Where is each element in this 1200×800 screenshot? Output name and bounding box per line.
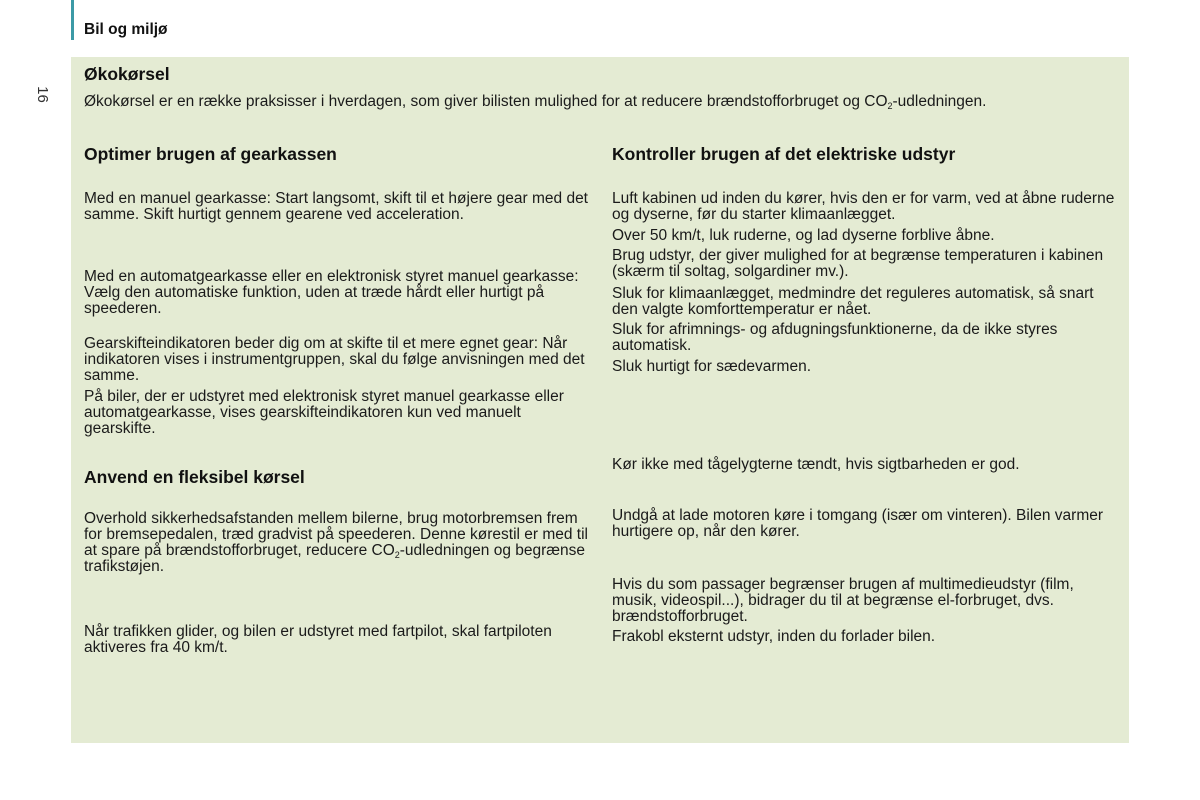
paragraph-elec-seat-heat: Sluk hurtigt for sædevarmen. xyxy=(612,358,812,375)
header-accent-bar xyxy=(71,0,74,40)
flex-distance-subscript: 2 xyxy=(394,550,400,560)
paragraph-elec-equipment: Brug udstyr, der giver mulighed for at begrænse temperaturen i kabinen (skærm til soltag, solgardiner mv.). xyxy=(612,247,1104,280)
intro-text-end: -udledningen. xyxy=(892,93,987,110)
paragraph-multimedia: Hvis du som passager begrænser brugen af multimedieudstyr (film, musik, videospil...), bidrager du til at begrænse el-forbruget, dvs. brændstofforbruget. xyxy=(612,576,1074,625)
section-header: Bil og miljø xyxy=(84,21,168,38)
paragraph-gear-automatic: Med en automatgearkasse eller en elektronisk styret manuel gearkasse: Vælg den automatiske funktion, uden at træde hårdt eller hurtigt på speederen. xyxy=(84,268,579,317)
intro-text: Økokørsel er en række praksisser i hverdagen, som giver bilisten mulighed for at reducere brændstofforbruget og CO xyxy=(84,93,888,110)
heading-electrical: Kontroller brugen af det elektriske udstyr xyxy=(612,144,956,164)
paragraph-elec-ventilate: Luft kabinen ud inden du kører, hvis den er for varm, ved at åbne ruderne og dyserne, før du starter klimaanlægget. xyxy=(612,190,1115,223)
paragraph-gear-manual: Med en manuel gearkasse: Start langsomt, skift til et højere gear med det samme. Skift hurtigt gennem gearene ved acceleration. xyxy=(84,190,588,223)
heading-flexible-driving: Anvend en fleksibel kørsel xyxy=(84,467,305,487)
intro-paragraph xyxy=(84,94,1114,110)
paragraph-flex-distance xyxy=(84,511,594,575)
flex-distance-text-end: -udledningen og begrænse trafikstøjen. xyxy=(84,542,586,575)
paragraph-flex-cruise: Når trafikken glider, og bilen er udstyret med fartpilot, skal fartpiloten aktiveres fra 40 km/t. xyxy=(84,623,552,656)
paragraph-gear-indicator-note: På biler, der er udstyret med elektronisk styret manuel gearkasse eller automatgearkasse, vises gearskifteindikatoren kun ved manuelt gearskifte. xyxy=(84,388,564,437)
heading-gearbox: Optimer brugen af gearkassen xyxy=(84,144,337,164)
paragraph-disconnect: Frakobl eksternt udstyr, inden du forlader bilen. xyxy=(612,628,936,645)
eco-driving-panel xyxy=(71,57,1129,743)
paragraph-idle: Undgå at lade motoren køre i tomgang (især om vinteren). Bilen varmer hurtigere op, når den kører. xyxy=(612,507,1104,540)
page-number: 16 xyxy=(33,86,51,103)
intro-subscript: 2 xyxy=(887,101,893,111)
paragraph-elec-defrost: Sluk for afrimnings- og afdugningsfunktionerne, da de ikke styres automatisk. xyxy=(612,321,1058,354)
paragraph-gear-indicator: Gearskifteindikatoren beder dig om at skifte til et mere egnet gear: Når indikatoren vises i instrumentgruppen, skal du følge anvisningen med det samme. xyxy=(84,335,585,384)
paragraph-elec-ac-off: Sluk for klimaanlægget, medmindre det reguleres automatisk, så snart den valgte komforttemperatur er nået. xyxy=(612,285,1094,318)
paragraph-elec-over50: Over 50 km/t, luk ruderne, og lad dyserne forblive åbne. xyxy=(612,227,995,244)
flex-distance-text: Overhold sikkerhedsafstanden mellem bilerne, brug motorbremsen frem for bremsepedalen, træd gradvist på speederen. Denne kørestil er med til at spare på brændstofforbruget, reducere CO xyxy=(84,510,588,559)
panel-title: Økokørsel xyxy=(84,64,170,84)
paragraph-fog-lights: Kør ikke med tågelygterne tændt, hvis sigtbarheden er god. xyxy=(612,456,1020,473)
